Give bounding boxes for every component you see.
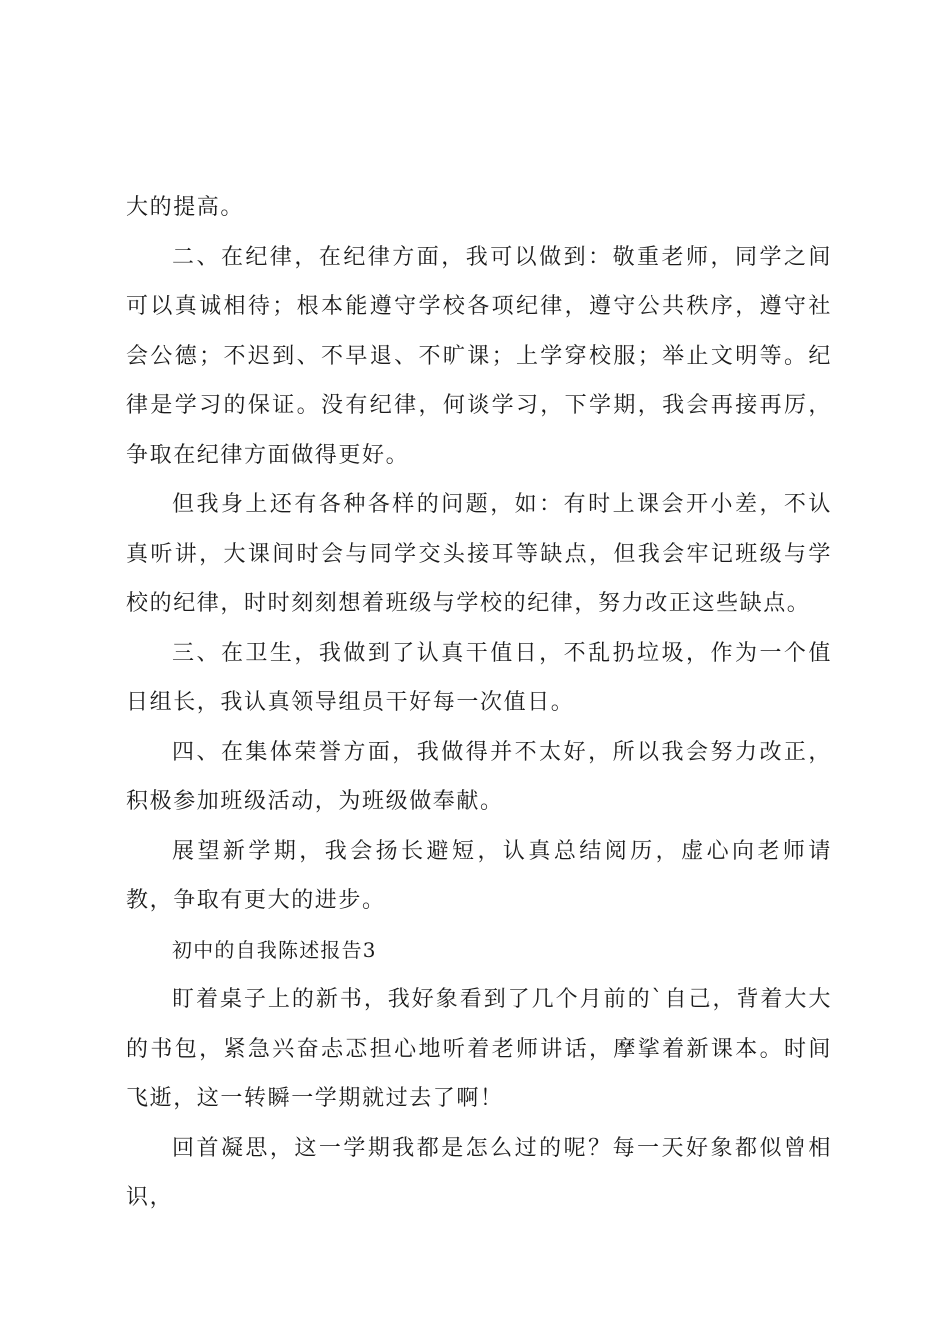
paragraph: 二、在纪律，在纪律方面，我可以做到：敬重老师，同学之间可以真诚相待；根本能遵守学校各项纪律，遵守公共秩序，遵守社会公德；不迟到、不早退、不旷课；上学穿校服；举止文明等。纪律是学习的保证。没有纪律，何谈学习，下学期，我会再接再厉，争取在纪律方面做得更好。 (126, 244, 832, 468)
paragraph: 三、在卫生，我做到了认真干值日，不乱扔垃圾，作为一个值日组长，我认真领导组员干好每一次值日。 (126, 640, 832, 715)
document-body (126, 183, 832, 1223)
paragraph: 展望新学期，我会扬长避短，认真总结阅历，虚心向老师请教，争取有更大的进步。 (126, 838, 832, 913)
paragraph: 但我身上还有各种各样的问题，如：有时上课会开小差，不认真听讲，大课间时会与同学交头接耳等缺点，但我会牢记班级与学校的纪律，时时刻刻想着班级与学校的纪律，努力改正这些缺点。 (126, 492, 832, 616)
paragraph: 四、在集体荣誉方面，我做得并不太好，所以我会努力改正，积极参加班级活动，为班级做奉献。 (126, 739, 832, 814)
paragraph: 盯着桌子上的新书，我好象看到了几个月前的`自己，背着大大的书包，紧急兴奋忐忑担心地听着老师讲话，摩挲着新课本。时间飞逝，这一转瞬一学期就过去了啊！ (126, 987, 832, 1111)
paragraph: 回首凝思，这一学期我都是怎么过的呢？每一天好象都似曾相识， (126, 1135, 832, 1210)
paragraph: 大的提高。 (126, 195, 245, 220)
section-heading: 初中的自我陈述报告3 (172, 937, 377, 962)
